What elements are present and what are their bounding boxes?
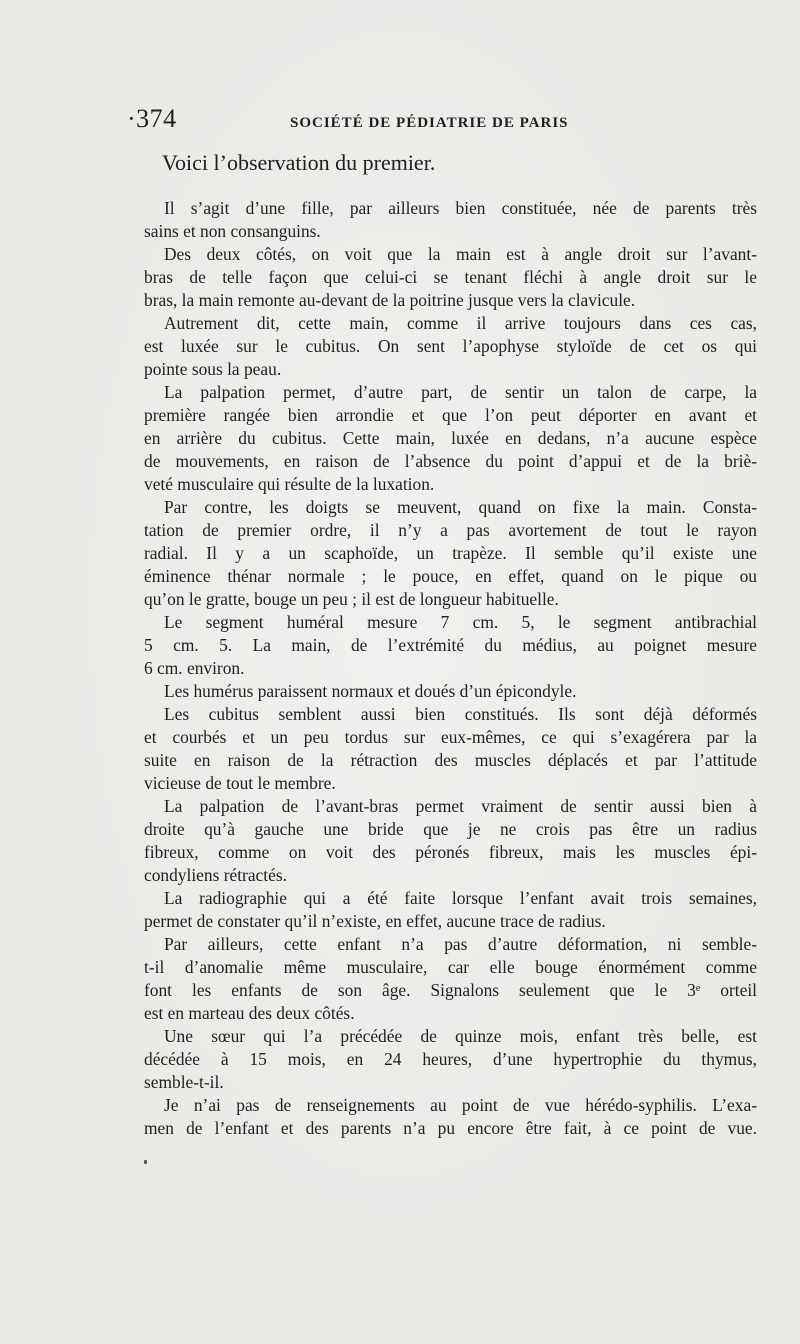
text-line: et courbés et un peu tordus sur eux-mêmes, ce qui s’exagérera par la xyxy=(144,727,757,747)
text-line: 5 cm. 5. La main, de l’extrémité du médius, au poignet mesure xyxy=(144,635,757,655)
text-line: Par ailleurs, cette enfant n’a pas d’autre déformation, ni semble- xyxy=(164,934,757,954)
text-line: 6 cm. environ. xyxy=(144,658,245,678)
text-line: condyliens rétractés. xyxy=(144,865,287,885)
text-line: droite qu’à gauche une bride que je ne crois pas être un radius xyxy=(144,819,757,839)
text-line: semble-t-il. xyxy=(144,1072,224,1092)
text-line: sains et non consanguins. xyxy=(144,221,321,241)
text-line: est luxée sur le cubitus. On sent l’apophyse styloïde de cet os qui xyxy=(144,336,757,356)
text-line: men de l’enfant et des parents n’a pu encore être fait, à ce point de vue. xyxy=(144,1118,757,1138)
text-line: bras, la main remonte au-devant de la poitrine jusque vers la clavicule. xyxy=(144,290,636,310)
text-line: Les humérus paraissent normaux et doués d’un épicondyle. xyxy=(164,681,577,701)
text-line: Une sœur qui l’a précédée de quinze mois, enfant très belle, est xyxy=(164,1026,757,1046)
text-line: pointe sous la peau. xyxy=(144,359,282,379)
text-line: bras de telle façon que celui-ci se tenant fléchi à angle droit sur le xyxy=(144,267,757,287)
text-line: première rangée bien arrondie et que l’on peut déporter en avant et xyxy=(144,405,757,425)
text-line: La palpation permet, d’autre part, de sentir un talon de carpe, la xyxy=(164,382,757,402)
text-line: est en marteau des deux côtés. xyxy=(144,1003,355,1023)
text-line: vicieuse de tout le membre. xyxy=(144,773,336,793)
text-line: qu’on le gratte, bouge un peu ; il est de longueur habituelle. xyxy=(144,589,559,609)
text-line: veté musculaire qui résulte de la luxation. xyxy=(144,474,435,494)
text-line: Les cubitus semblent aussi bien constitués. Ils sont déjà déformés xyxy=(164,704,757,724)
text-line: tation de premier ordre, il n’y a pas avortement de tout le rayon xyxy=(144,520,757,540)
text-line: Je n’ai pas de renseignements au point de vue hérédo-syphilis. L’exa- xyxy=(164,1095,757,1115)
text-line: Autrement dit, cette main, comme il arrive toujours dans ces cas, xyxy=(164,313,757,333)
text-line: en arrière du cubitus. Cette main, luxée en dedans, n’a aucune espèce xyxy=(144,428,757,448)
text-line: de mouvements, en raison de l’absence du point d’appui et de la briè- xyxy=(144,451,757,471)
body-text xyxy=(144,197,757,1140)
text-line: suite en raison de la rétraction des muscles déplacés et par l’attitude xyxy=(144,750,757,770)
text-line: Il s’agit d’une fille, par ailleurs bien constituée, née de parents très xyxy=(164,198,757,218)
text-line: Par contre, les doigts se meuvent, quand on fixe la main. Consta- xyxy=(164,497,757,517)
text-line: t-il d’anomalie même musculaire, car elle bouge énormément comme xyxy=(144,957,757,977)
text-line: permet de constater qu’il n’existe, en effet, aucune trace de radius. xyxy=(144,911,606,931)
page-header xyxy=(127,104,763,140)
text-line: décédée à 15 mois, en 24 heures, d’une hypertrophie du thymus, xyxy=(144,1049,757,1069)
page-number: ·374 xyxy=(127,104,177,133)
text-line: La radiographie qui a été faite lorsque l’enfant avait trois semaines, xyxy=(164,888,757,908)
text-line: Des deux côtés, on voit que la main est à angle droit sur l’avant- xyxy=(164,244,757,264)
text-line: Le segment huméral mesure 7 cm. 5, le segment antibrachial xyxy=(164,612,757,632)
text-line: éminence thénar normale ; le pouce, en effet, quand on le pique ou xyxy=(144,566,757,586)
text-line: fibreux, comme on voit des péronés fibreux, mais les muscles épi- xyxy=(144,842,757,862)
text-line: radial. Il y a un scaphoïde, un trapèze. Il semble qu’il existe une xyxy=(144,543,757,563)
intro-sentence: Voici l’observation du premier. xyxy=(162,150,436,175)
print-speck xyxy=(144,1160,147,1164)
text-line: font les enfants de son âge. Signalons seulement que le 3ᵉ orteil xyxy=(144,980,757,1000)
text-line: La palpation de l’avant-bras permet vraiment de sentir aussi bien à xyxy=(164,796,757,816)
running-title: SOCIÉTÉ DE PÉDIATRIE DE PARIS xyxy=(290,115,569,131)
